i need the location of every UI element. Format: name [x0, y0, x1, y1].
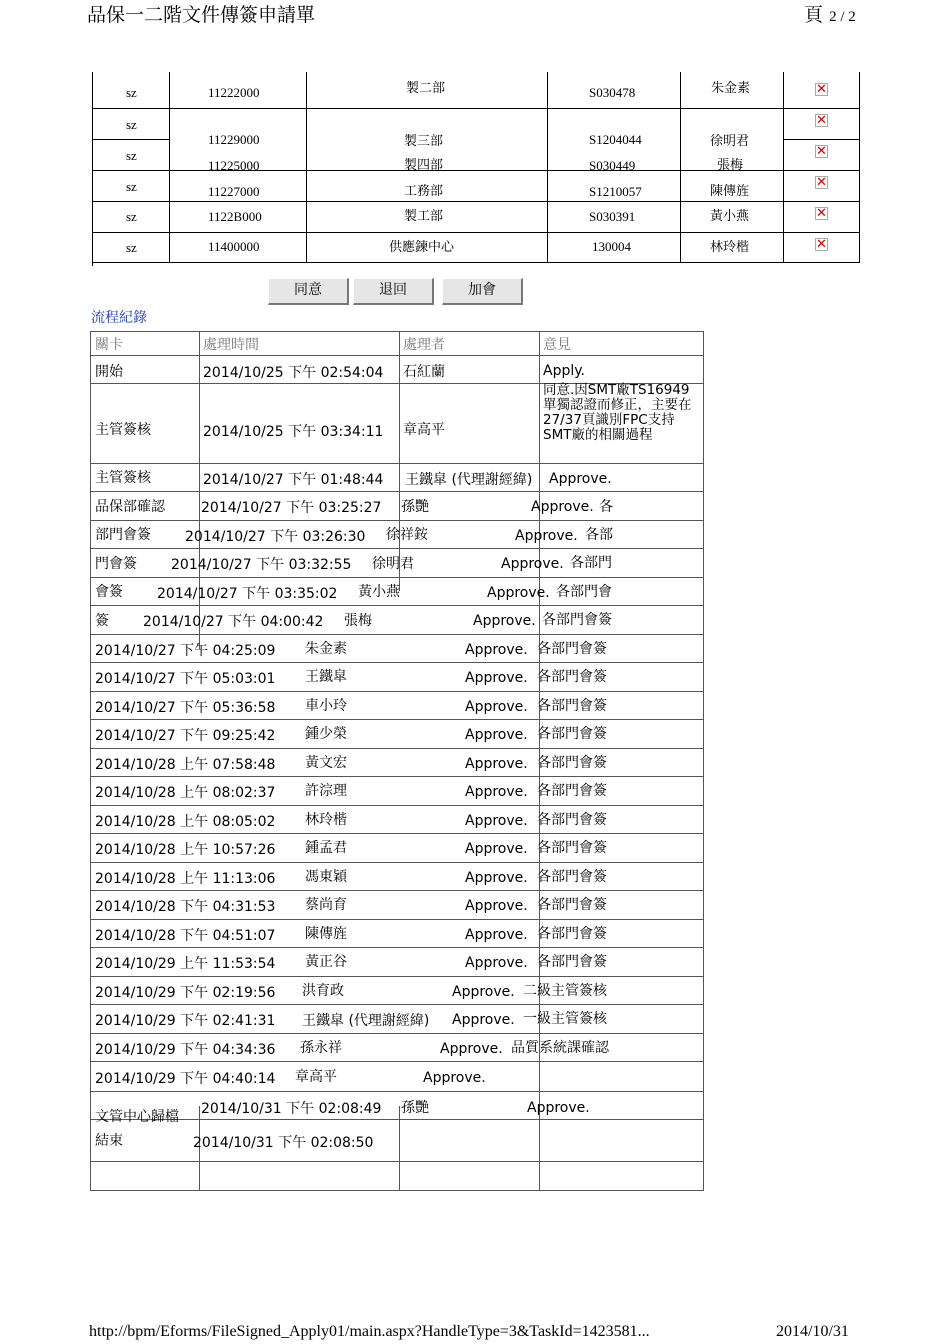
delete-icon[interactable]: ✕ — [816, 175, 827, 190]
table-border — [90, 947, 704, 948]
log-opinion: Approve. — [465, 756, 528, 772]
log-handler: 徐明君 — [372, 556, 414, 572]
flow-log-table — [90, 331, 704, 1191]
emp-name-cell: 林玲楷 — [710, 240, 750, 255]
log-stage: 主管簽核 — [95, 422, 151, 438]
log-opinion: Approve. — [452, 984, 515, 1000]
log-opinion-tail: 各部門會簽 — [537, 783, 607, 799]
log-time: 2014/10/28 下午 04:51:07 — [95, 928, 276, 944]
page-indicator — [804, 0, 856, 27]
log-time: 2014/10/25 下午 02:54:04 — [203, 365, 384, 381]
log-stage: 會簽 — [95, 584, 123, 600]
table-border — [92, 139, 170, 140]
log-handler: 陳傳旌 — [305, 926, 347, 942]
log-opinion-tail: 各部門會簽 — [542, 612, 612, 628]
log-stage: 文管中心歸檔 — [95, 1109, 179, 1125]
log-opinion-tail: 各部門會簽 — [537, 641, 607, 657]
log-opinion: Apply. — [543, 363, 585, 379]
emp-id-cell: S030478 — [589, 85, 636, 100]
table-border — [92, 232, 860, 233]
log-time: 2014/10/28 上午 07:58:48 — [95, 757, 276, 773]
log-opinion: Approve. — [465, 642, 528, 658]
table-border — [90, 662, 704, 663]
log-opinion: Approve. — [487, 585, 550, 601]
table-border — [90, 1091, 704, 1092]
site-cell: sz — [126, 117, 137, 132]
table-border — [92, 108, 860, 109]
log-handler: 馮東穎 — [305, 869, 347, 885]
log-handler: 黃文宏 — [305, 755, 347, 771]
log-opinion: Approve. — [465, 955, 528, 971]
log-handler: 徐祥銨 — [386, 527, 428, 543]
emp-id-cell: S030449 — [589, 158, 636, 173]
dept-code-cell: 11227000 — [208, 184, 260, 199]
table-border — [90, 491, 704, 492]
log-time: 2014/10/29 下午 02:19:56 — [95, 985, 276, 1001]
log-time: 2014/10/27 下午 03:32:55 — [171, 557, 352, 573]
page-number: 2 / 2 — [829, 9, 856, 25]
log-opinion-tail: 各部門會簽 — [537, 840, 607, 856]
agree-button[interactable]: 同意 — [268, 278, 349, 305]
log-opinion-tail: 各部門會簽 — [537, 897, 607, 913]
site-cell: sz — [126, 240, 137, 255]
cosign-department-table — [92, 72, 860, 263]
log-opinion-tail: 各部門會簽 — [537, 926, 607, 942]
table-border — [90, 833, 704, 834]
table-border — [90, 548, 704, 549]
log-handler: 蔡尚育 — [305, 897, 347, 913]
dept-code-cell: 11222000 — [208, 85, 260, 100]
log-time: 2014/10/27 下午 03:25:27 — [201, 500, 382, 516]
table-border — [90, 776, 704, 777]
log-time: 2014/10/27 下午 01:48:44 — [203, 472, 384, 488]
log-time: 2014/10/29 上午 11:53:54 — [95, 956, 276, 972]
log-opinion: Approve. — [531, 499, 594, 515]
delete-icon[interactable]: ✕ — [816, 206, 827, 221]
log-stage: 結束 — [95, 1133, 123, 1149]
emp-name-cell: 朱金素 — [711, 81, 751, 96]
table-border — [90, 1061, 704, 1062]
log-opinion-tail: 各部門會 — [556, 584, 612, 600]
log-time: 2014/10/28 上午 08:05:02 — [95, 814, 276, 830]
table-border — [92, 201, 860, 202]
delete-icon[interactable]: ✕ — [816, 82, 827, 97]
log-opinion-tail: 各部門會簽 — [537, 669, 607, 685]
table-border — [90, 862, 704, 863]
table-border — [90, 463, 704, 464]
log-opinion: Approve. — [465, 727, 528, 743]
log-opinion-tail: 各部門會簽 — [537, 726, 607, 742]
log-opinion: Approve. — [465, 898, 528, 914]
log-opinion: 同意.因SMT廠TS16949單獨認證而修正，主要在27/37頁識別FPC支持SMT廠的相關過程 — [543, 382, 692, 443]
log-opinion: Approve. — [465, 699, 528, 715]
header-time: 處理時間 — [203, 337, 259, 353]
table-border — [90, 355, 704, 356]
log-handler: 孫艷 — [401, 1100, 429, 1116]
site-cell: sz — [126, 179, 137, 194]
emp-id-cell: S1204044 — [589, 132, 642, 147]
log-time: 2014/10/29 下午 04:40:14 — [95, 1071, 276, 1087]
page-label: 頁 — [804, 4, 824, 26]
log-time: 2014/10/27 下午 03:35:02 — [157, 586, 338, 602]
table-border — [169, 72, 170, 263]
log-time: 2014/10/27 下午 04:00:42 — [143, 614, 324, 630]
header-stage: 關卡 — [95, 337, 123, 353]
table-border — [784, 139, 860, 140]
log-opinion: Approve. — [465, 841, 528, 857]
log-opinion: Approve. — [515, 528, 578, 544]
log-time: 2014/10/29 下午 04:34:36 — [95, 1042, 276, 1058]
dept-code-cell: 11225000 — [208, 158, 260, 173]
log-handler: 林玲楷 — [305, 812, 347, 828]
log-opinion: Approve. — [465, 870, 528, 886]
site-cell: sz — [126, 85, 137, 100]
log-stage: 開始 — [95, 364, 123, 380]
log-opinion: Approve. — [465, 813, 528, 829]
return-button[interactable]: 退回 — [353, 278, 434, 305]
log-opinion: Approve. — [465, 670, 528, 686]
table-border — [90, 1033, 704, 1034]
log-time: 2014/10/25 下午 03:34:11 — [203, 424, 384, 440]
dept-code-cell: 11400000 — [208, 239, 260, 254]
log-stage: 簽 — [95, 613, 109, 629]
log-stage: 門會簽 — [95, 556, 137, 572]
log-handler: 章高平 — [295, 1069, 337, 1085]
log-opinion-tail: 一級主管簽核 — [523, 1011, 607, 1027]
dept-name-cell: 製二部 — [406, 81, 446, 96]
log-opinion-tail: 二級主管簽核 — [523, 983, 607, 999]
site-cell: sz — [126, 209, 137, 224]
log-opinion: Approve. — [423, 1070, 486, 1086]
table-border — [90, 634, 704, 635]
log-handler: 黃正谷 — [305, 954, 347, 970]
log-opinion-tail: 各部門會簽 — [537, 698, 607, 714]
log-handler: 車小玲 — [305, 698, 347, 714]
log-handler: 王鐵皐 (代理謝經緯) — [302, 1013, 430, 1029]
log-time: 2014/10/27 下午 05:36:58 — [95, 700, 276, 716]
table-border — [90, 890, 704, 891]
log-handler: 章高平 — [403, 422, 445, 438]
table-border — [199, 331, 200, 361]
cosign-button[interactable]: 加會 — [442, 278, 523, 305]
document-title: 品保一二階文件傳簽申請單 — [87, 4, 316, 26]
log-time: 2014/10/27 下午 09:25:42 — [95, 728, 276, 744]
log-handler: 黃小燕 — [358, 584, 400, 600]
log-handler: 孫永祥 — [300, 1040, 342, 1056]
log-time: 2014/10/27 下午 05:03:01 — [95, 671, 276, 687]
flow-record-title: 流程紀錄 — [91, 310, 147, 326]
table-border — [306, 72, 307, 263]
log-opinion-tail: 各部 — [585, 527, 613, 543]
log-handler: 孫艷 — [401, 499, 429, 515]
dept-name-cell: 供應鍊中心 — [389, 240, 455, 255]
table-border — [90, 748, 704, 749]
log-opinion: Approve. — [501, 556, 564, 572]
emp-name-cell: 陳傳旌 — [710, 184, 750, 199]
log-opinion: Approve. — [452, 1012, 515, 1028]
emp-name-cell: 黃小燕 — [710, 209, 750, 224]
table-border — [547, 72, 548, 263]
table-border — [90, 691, 704, 692]
log-stage: 品保部確認 — [95, 499, 165, 515]
site-cell: sz — [126, 148, 137, 163]
table-border — [90, 1004, 704, 1005]
dept-name-cell: 製工部 — [404, 209, 444, 224]
table-border — [90, 1161, 704, 1162]
log-time: 2014/10/31 下午 02:08:50 — [193, 1135, 374, 1151]
log-handler: 王鐵皐 (代理謝經緯) — [405, 472, 533, 488]
emp-name-cell: 張梅 — [717, 158, 744, 173]
log-time: 2014/10/28 上午 10:57:26 — [95, 842, 276, 858]
table-border — [90, 805, 704, 806]
dept-name-cell: 製四部 — [404, 158, 444, 173]
emp-id-cell: S1210057 — [589, 184, 642, 199]
table-border — [680, 72, 681, 263]
header-opinion: 意見 — [543, 337, 571, 353]
log-time: 2014/10/31 下午 02:08:49 — [201, 1101, 382, 1117]
table-border — [90, 605, 704, 606]
table-border — [90, 1119, 704, 1120]
log-handler: 鍾孟君 — [305, 840, 347, 856]
dept-name-cell: 製三部 — [404, 134, 444, 149]
emp-id-cell: S030391 — [589, 209, 636, 224]
footer-url: http://bpm/Eforms/FileSigned_Apply01/main.aspx?HandleType=3&TaskId=1423581... — [89, 1323, 650, 1340]
log-opinion: Approve. — [527, 1100, 590, 1116]
log-opinion-tail: 各部門會簽 — [537, 869, 607, 885]
log-handler: 石紅蘭 — [403, 364, 445, 380]
log-opinion-tail: 各部門會簽 — [537, 755, 607, 771]
delete-icon[interactable]: ✕ — [816, 113, 827, 128]
table-border — [399, 331, 400, 591]
header-handler: 處理者 — [403, 337, 445, 353]
table-border — [92, 262, 860, 263]
table-border — [90, 976, 704, 977]
log-opinion: Approve. — [473, 613, 536, 629]
log-time: 2014/10/29 下午 02:41:31 — [95, 1013, 276, 1029]
log-opinion: Approve. — [465, 927, 528, 943]
log-stage: 部門會簽 — [95, 527, 151, 543]
table-border — [783, 72, 784, 263]
log-time: 2014/10/28 上午 11:13:06 — [95, 871, 276, 887]
table-border — [92, 72, 93, 266]
log-time: 2014/10/28 上午 08:02:37 — [95, 785, 276, 801]
log-opinion: Approve. — [440, 1041, 503, 1057]
log-opinion: Approve. — [549, 471, 612, 487]
log-opinion-tail: 各部門會簽 — [537, 812, 607, 828]
log-opinion-tail: 各部門 — [570, 555, 612, 571]
footer-date: 2014/10/31 — [776, 1323, 849, 1340]
log-opinion-tail: 品質系統課確認 — [511, 1040, 609, 1056]
dept-name-cell: 工務部 — [404, 184, 444, 199]
log-handler: 洪育政 — [302, 983, 344, 999]
log-time: 2014/10/27 下午 04:25:09 — [95, 643, 276, 659]
delete-icon[interactable]: ✕ — [816, 237, 827, 252]
emp-name-cell: 徐明君 — [710, 134, 750, 149]
delete-icon[interactable]: ✕ — [816, 144, 827, 159]
table-border — [90, 919, 704, 920]
dept-code-cell: 11229000 — [208, 132, 260, 147]
log-handler: 王鐵皐 — [305, 669, 347, 685]
table-border — [90, 577, 704, 578]
log-handler: 張梅 — [344, 613, 372, 629]
table-border — [90, 520, 704, 521]
log-time: 2014/10/27 下午 03:26:30 — [185, 529, 366, 545]
dept-code-cell: 1122B000 — [208, 209, 262, 224]
log-opinion-tail: 各部門會簽 — [537, 954, 607, 970]
log-handler: 許淙理 — [305, 783, 347, 799]
log-time: 2014/10/28 下午 04:31:53 — [95, 899, 276, 915]
log-stage: 主管簽核 — [95, 470, 151, 486]
log-opinion-tail: 各 — [599, 499, 613, 515]
log-handler: 鍾少榮 — [305, 726, 347, 742]
log-opinion: Approve. — [465, 784, 528, 800]
table-border — [859, 72, 860, 263]
log-handler: 朱金素 — [305, 641, 347, 657]
emp-id-cell: 130004 — [592, 239, 631, 254]
table-border — [90, 719, 704, 720]
